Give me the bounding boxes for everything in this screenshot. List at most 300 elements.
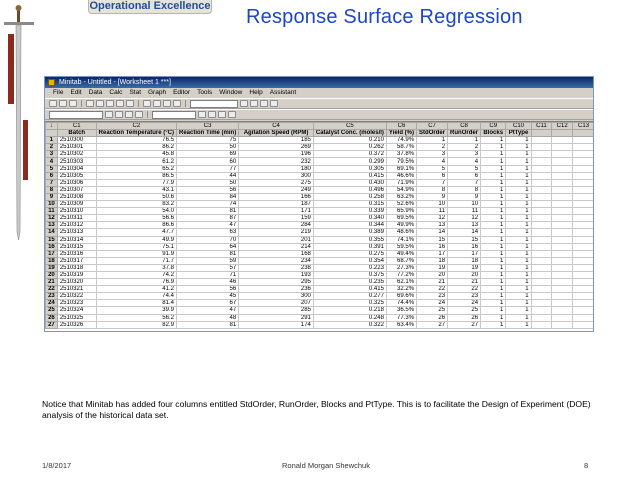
table-cell[interactable]: [531, 257, 552, 264]
table-cell[interactable]: 1: [481, 222, 506, 229]
table-cell[interactable]: 59: [176, 257, 238, 264]
table-cell[interactable]: 69.5%: [386, 215, 416, 222]
table-cell[interactable]: 63.2%: [386, 193, 416, 200]
table-cell[interactable]: 75.1: [96, 243, 176, 250]
table-cell[interactable]: 234: [239, 257, 314, 264]
table-cell[interactable]: 71: [176, 271, 238, 278]
table-cell[interactable]: 214: [239, 243, 314, 250]
table-cell[interactable]: 1: [481, 236, 506, 243]
table-cell[interactable]: 17: [448, 250, 481, 257]
table-cell[interactable]: 12: [417, 215, 448, 222]
table-cell[interactable]: 2510315: [57, 243, 96, 250]
table-cell[interactable]: 196: [239, 151, 314, 158]
table-cell[interactable]: 71.7: [96, 257, 176, 264]
table-cell[interactable]: 63.4%: [386, 321, 416, 328]
table-cell[interactable]: 13: [417, 222, 448, 229]
table-cell[interactable]: 69: [176, 151, 238, 158]
table-cell[interactable]: 74.9%: [386, 137, 416, 144]
table-cell[interactable]: 74: [176, 201, 238, 208]
table-cell[interactable]: 1: [506, 193, 531, 200]
table-cell[interactable]: 2510311: [57, 215, 96, 222]
table-cell[interactable]: 46: [176, 279, 238, 286]
table-cell[interactable]: 49.9%: [386, 222, 416, 229]
table-cell[interactable]: 1: [481, 293, 506, 300]
column-id-header[interactable]: C1: [57, 123, 96, 130]
row-number[interactable]: 8: [46, 186, 58, 193]
table-cell[interactable]: 1: [506, 201, 531, 208]
table-cell[interactable]: 1: [481, 307, 506, 314]
table-cell[interactable]: 63: [176, 229, 238, 236]
column-id-header[interactable]: C10: [506, 123, 531, 130]
menu-editor[interactable]: Editor: [173, 89, 191, 96]
table-cell[interactable]: 2510326: [57, 321, 96, 328]
table-cell[interactable]: [552, 293, 573, 300]
table-icon[interactable]: [250, 100, 258, 107]
row-number[interactable]: 27: [46, 321, 58, 328]
table-cell[interactable]: 2510316: [57, 250, 96, 257]
table-cell[interactable]: 32.2%: [386, 286, 416, 293]
arrow-icon[interactable]: [105, 111, 113, 118]
table-cell[interactable]: 2510324: [57, 307, 96, 314]
copy-icon[interactable]: [96, 100, 104, 107]
table-cell[interactable]: [573, 307, 594, 314]
table-cell[interactable]: [531, 158, 552, 165]
table-cell[interactable]: [552, 201, 573, 208]
table-cell[interactable]: 47: [176, 307, 238, 314]
table-cell[interactable]: 1: [481, 186, 506, 193]
table-cell[interactable]: [552, 229, 573, 236]
table-cell[interactable]: [573, 137, 594, 144]
table-cell[interactable]: [573, 186, 594, 193]
text-icon[interactable]: [198, 111, 206, 118]
table-cell[interactable]: [552, 144, 573, 151]
row-number[interactable]: 6: [46, 172, 58, 179]
table-cell[interactable]: 59.5%: [386, 243, 416, 250]
table-cell[interactable]: 41.2: [96, 286, 176, 293]
table-cell[interactable]: [552, 151, 573, 158]
table-cell[interactable]: 1: [481, 201, 506, 208]
table-cell[interactable]: 15: [417, 236, 448, 243]
table-cell[interactable]: 1: [481, 286, 506, 293]
table-cell[interactable]: 57: [176, 264, 238, 271]
table-cell[interactable]: 75: [176, 137, 238, 144]
table-cell[interactable]: [531, 243, 552, 250]
table-cell[interactable]: [552, 257, 573, 264]
table-cell[interactable]: 81.4: [96, 300, 176, 307]
eraser-icon[interactable]: [270, 100, 278, 107]
table-cell[interactable]: 69.6%: [386, 293, 416, 300]
table-cell[interactable]: 0.391: [313, 243, 386, 250]
table-cell[interactable]: [531, 300, 552, 307]
column-name-header[interactable]: [552, 130, 573, 137]
table-cell[interactable]: 0.415: [313, 172, 386, 179]
table-cell[interactable]: 19: [417, 264, 448, 271]
table-cell[interactable]: [531, 271, 552, 278]
table-cell[interactable]: [573, 257, 594, 264]
table-cell[interactable]: [573, 201, 594, 208]
row-number[interactable]: 14: [46, 229, 58, 236]
table-cell[interactable]: 1: [506, 186, 531, 193]
menu-stat[interactable]: Stat: [129, 89, 141, 96]
table-cell[interactable]: 5: [417, 165, 448, 172]
table-cell[interactable]: 18: [417, 257, 448, 264]
table-cell[interactable]: 79.5%: [386, 158, 416, 165]
table-cell[interactable]: 0.430: [313, 179, 386, 186]
table-cell[interactable]: 37.8: [96, 264, 176, 271]
help-icon[interactable]: [153, 100, 161, 107]
table-cell[interactable]: 1: [506, 314, 531, 321]
table-cell[interactable]: 0.299: [313, 158, 386, 165]
table-cell[interactable]: 1: [506, 257, 531, 264]
column-name-header[interactable]: Catalyst Conc. (moles/l): [313, 130, 386, 137]
column-id-header[interactable]: C6: [386, 123, 416, 130]
menu-window[interactable]: Window: [219, 89, 243, 96]
table-cell[interactable]: [531, 137, 552, 144]
table-cell[interactable]: 17: [417, 250, 448, 257]
table-cell[interactable]: 0.344: [313, 222, 386, 229]
table-cell[interactable]: 0.235: [313, 279, 386, 286]
table-cell[interactable]: [552, 314, 573, 321]
table-cell[interactable]: [531, 279, 552, 286]
table-cell[interactable]: 0.355: [313, 236, 386, 243]
table-cell[interactable]: 9: [417, 193, 448, 200]
table-cell[interactable]: 2510302: [57, 151, 96, 158]
table-cell[interactable]: [573, 208, 594, 215]
table-cell[interactable]: 300: [239, 293, 314, 300]
table-cell[interactable]: 1: [506, 293, 531, 300]
table-cell[interactable]: [552, 236, 573, 243]
table-cell[interactable]: 24: [448, 300, 481, 307]
table-cell[interactable]: 0.275: [313, 250, 386, 257]
menu-help[interactable]: Help: [249, 89, 263, 96]
table-cell[interactable]: [573, 243, 594, 250]
column-name-header[interactable]: StdOrder: [417, 130, 448, 137]
session-icon[interactable]: [173, 100, 181, 107]
table-cell[interactable]: 83.2: [96, 201, 176, 208]
table-cell[interactable]: 77.2%: [386, 271, 416, 278]
table-cell[interactable]: 45.8: [96, 151, 176, 158]
rect-icon[interactable]: [218, 111, 226, 118]
table-cell[interactable]: 10: [448, 201, 481, 208]
table-cell[interactable]: 46.6%: [386, 172, 416, 179]
table-cell[interactable]: 10: [417, 201, 448, 208]
ellipse-icon[interactable]: [228, 111, 236, 118]
table-cell[interactable]: 8: [417, 186, 448, 193]
table-cell[interactable]: 1: [481, 172, 506, 179]
table-cell[interactable]: 3: [448, 151, 481, 158]
table-cell[interactable]: 77.3%: [386, 314, 416, 321]
table-cell[interactable]: 193: [239, 271, 314, 278]
table-cell[interactable]: [531, 208, 552, 215]
table-cell[interactable]: [573, 193, 594, 200]
table-cell[interactable]: 2510321: [57, 286, 96, 293]
table-cell[interactable]: 0.305: [313, 165, 386, 172]
table-cell[interactable]: 23: [417, 293, 448, 300]
menu-calc[interactable]: Calc: [109, 89, 123, 96]
table-cell[interactable]: 52.6%: [386, 201, 416, 208]
table-cell[interactable]: 23: [448, 293, 481, 300]
table-cell[interactable]: 285: [239, 307, 314, 314]
table-cell[interactable]: 1: [481, 229, 506, 236]
table-cell[interactable]: 1: [481, 314, 506, 321]
table-cell[interactable]: [552, 179, 573, 186]
table-cell[interactable]: 1: [481, 193, 506, 200]
table-cell[interactable]: 0.277: [313, 293, 386, 300]
plus-icon[interactable]: [135, 111, 143, 118]
table-cell[interactable]: [573, 300, 594, 307]
table-cell[interactable]: 20: [417, 271, 448, 278]
table-cell[interactable]: 69.1%: [386, 165, 416, 172]
table-cell[interactable]: 50: [176, 179, 238, 186]
table-cell[interactable]: 27.3%: [386, 264, 416, 271]
table-cell[interactable]: 1: [481, 257, 506, 264]
table-cell[interactable]: 39.9: [96, 307, 176, 314]
window-titlebar[interactable]: [45, 77, 593, 88]
table-cell[interactable]: 16: [417, 243, 448, 250]
table-cell[interactable]: [573, 321, 594, 328]
table-cell[interactable]: 300: [239, 172, 314, 179]
table-cell[interactable]: 45: [176, 293, 238, 300]
table-cell[interactable]: 284: [239, 222, 314, 229]
table-cell[interactable]: [552, 307, 573, 314]
table-cell[interactable]: 2510308: [57, 193, 96, 200]
table-cell[interactable]: 5: [448, 165, 481, 172]
table-cell[interactable]: [552, 243, 573, 250]
brush-icon[interactable]: [260, 100, 268, 107]
table-cell[interactable]: 12: [448, 215, 481, 222]
table-cell[interactable]: 27: [448, 321, 481, 328]
table-cell[interactable]: 0.372: [313, 151, 386, 158]
table-cell[interactable]: 2510304: [57, 165, 96, 172]
table-cell[interactable]: 2510305: [57, 172, 96, 179]
table-cell[interactable]: 1: [506, 321, 531, 328]
table-cell[interactable]: 1: [506, 172, 531, 179]
table-cell[interactable]: [531, 314, 552, 321]
column-id-header[interactable]: C2: [96, 123, 176, 130]
column-name-header[interactable]: [573, 130, 594, 137]
table-cell[interactable]: 1: [481, 279, 506, 286]
table-cell[interactable]: [531, 264, 552, 271]
row-number[interactable]: 12: [46, 215, 58, 222]
table-cell[interactable]: 13: [448, 222, 481, 229]
table-cell[interactable]: 22: [448, 286, 481, 293]
table-cell[interactable]: [552, 286, 573, 293]
table-cell[interactable]: [552, 186, 573, 193]
table-cell[interactable]: [573, 286, 594, 293]
table-cell[interactable]: 2: [417, 144, 448, 151]
table-cell[interactable]: 238: [239, 264, 314, 271]
table-cell[interactable]: [531, 229, 552, 236]
table-cell[interactable]: 77: [176, 165, 238, 172]
table-cell[interactable]: 9: [448, 193, 481, 200]
table-cell[interactable]: 1: [506, 158, 531, 165]
column-id-header[interactable]: C12: [552, 123, 573, 130]
table-cell[interactable]: 77.9: [96, 179, 176, 186]
table-cell[interactable]: 1: [506, 300, 531, 307]
table-cell[interactable]: 1: [506, 222, 531, 229]
table-cell[interactable]: [573, 293, 594, 300]
table-cell[interactable]: [531, 236, 552, 243]
column-id-header[interactable]: C4: [239, 123, 314, 130]
table-cell[interactable]: 0.389: [313, 229, 386, 236]
table-cell[interactable]: 49.9: [96, 236, 176, 243]
row-number[interactable]: 21: [46, 279, 58, 286]
table-cell[interactable]: 2: [448, 144, 481, 151]
table-cell[interactable]: 49.4%: [386, 250, 416, 257]
table-cell[interactable]: 62.1%: [386, 279, 416, 286]
table-cell[interactable]: 74.4%: [386, 300, 416, 307]
table-cell[interactable]: 0.375: [313, 271, 386, 278]
table-cell[interactable]: 1: [481, 158, 506, 165]
table-cell[interactable]: [552, 250, 573, 257]
table-cell[interactable]: [531, 321, 552, 328]
table-cell[interactable]: 249: [239, 186, 314, 193]
table-cell[interactable]: 61.2: [96, 158, 176, 165]
table-cell[interactable]: [552, 208, 573, 215]
table-cell[interactable]: 19: [448, 264, 481, 271]
table-cell[interactable]: [552, 321, 573, 328]
table-cell[interactable]: 1: [448, 137, 481, 144]
table-cell[interactable]: 1: [506, 151, 531, 158]
table-cell[interactable]: 11: [448, 208, 481, 215]
undo-icon[interactable]: [116, 100, 124, 107]
table-cell[interactable]: 24: [417, 300, 448, 307]
table-cell[interactable]: [552, 279, 573, 286]
table-cell[interactable]: 43.1: [96, 186, 176, 193]
table-cell[interactable]: 87: [176, 215, 238, 222]
table-cell[interactable]: 25: [417, 307, 448, 314]
table-cell[interactable]: 56.6: [96, 215, 176, 222]
table-cell[interactable]: 2510313: [57, 229, 96, 236]
table-cell[interactable]: 1: [506, 264, 531, 271]
table-cell[interactable]: 14: [448, 229, 481, 236]
table-cell[interactable]: 68.7%: [386, 257, 416, 264]
table-cell[interactable]: 2510309: [57, 201, 96, 208]
table-cell[interactable]: 76.5: [96, 137, 176, 144]
table-cell[interactable]: 187: [239, 201, 314, 208]
table-cell[interactable]: [573, 236, 594, 243]
table-cell[interactable]: 21: [417, 279, 448, 286]
column-id-header[interactable]: C7: [417, 123, 448, 130]
row-number[interactable]: 3: [46, 151, 58, 158]
table-cell[interactable]: 2510300: [57, 137, 96, 144]
table-cell[interactable]: 15: [448, 236, 481, 243]
table-cell[interactable]: 1: [506, 243, 531, 250]
column-name-header[interactable]: Reaction Time (min): [176, 130, 238, 137]
table-cell[interactable]: 50: [176, 144, 238, 151]
table-cell[interactable]: 0.315: [313, 201, 386, 208]
table-cell[interactable]: 2510320: [57, 279, 96, 286]
table-cell[interactable]: 82.9: [96, 321, 176, 328]
table-cell[interactable]: [552, 222, 573, 229]
table-cell[interactable]: 1: [417, 137, 448, 144]
table-cell[interactable]: 2510307: [57, 186, 96, 193]
table-cell[interactable]: 1: [481, 151, 506, 158]
table-cell[interactable]: 1: [506, 229, 531, 236]
line-icon[interactable]: [208, 111, 216, 118]
table-cell[interactable]: 168: [239, 250, 314, 257]
table-cell[interactable]: 26: [448, 314, 481, 321]
table-cell[interactable]: 56: [176, 286, 238, 293]
table-cell[interactable]: 81: [176, 208, 238, 215]
menu-graph[interactable]: Graph: [148, 89, 167, 96]
row-number[interactable]: 26: [46, 314, 58, 321]
toolbar-dropdown[interactable]: [190, 100, 238, 108]
column-name-header[interactable]: Yield (%): [386, 130, 416, 137]
table-cell[interactable]: 1: [506, 286, 531, 293]
column-id-header[interactable]: C9: [481, 123, 506, 130]
table-cell[interactable]: [552, 271, 573, 278]
table-cell[interactable]: 60: [176, 158, 238, 165]
table-cell[interactable]: 74.4: [96, 293, 176, 300]
table-cell[interactable]: 50.6: [96, 193, 176, 200]
table-cell[interactable]: 1: [481, 250, 506, 257]
table-cell[interactable]: 0.248: [313, 314, 386, 321]
menu-file[interactable]: File: [53, 89, 64, 96]
row-number[interactable]: 20: [46, 271, 58, 278]
column-id-header[interactable]: C8: [448, 123, 481, 130]
table-cell[interactable]: 2510301: [57, 144, 96, 151]
table-cell[interactable]: 2510306: [57, 179, 96, 186]
table-cell[interactable]: 2510322: [57, 293, 96, 300]
row-number[interactable]: 25: [46, 307, 58, 314]
table-cell[interactable]: 0.210: [313, 137, 386, 144]
table-cell[interactable]: 207: [239, 300, 314, 307]
table-cell[interactable]: 74.2: [96, 271, 176, 278]
table-cell[interactable]: 58.7%: [386, 144, 416, 151]
table-cell[interactable]: 2510318: [57, 264, 96, 271]
table-cell[interactable]: 1: [506, 144, 531, 151]
table-cell[interactable]: 201: [239, 236, 314, 243]
table-cell[interactable]: 1: [481, 300, 506, 307]
table-cell[interactable]: 22: [417, 286, 448, 293]
table-cell[interactable]: 81: [176, 250, 238, 257]
table-cell[interactable]: 2510325: [57, 314, 96, 321]
table-cell[interactable]: 7: [417, 179, 448, 186]
table-cell[interactable]: 74.1%: [386, 236, 416, 243]
table-cell[interactable]: 44: [176, 172, 238, 179]
table-cell[interactable]: 0.258: [313, 193, 386, 200]
table-cell[interactable]: 1: [481, 208, 506, 215]
table-cell[interactable]: 21: [448, 279, 481, 286]
redo-icon[interactable]: [126, 100, 134, 107]
print-icon[interactable]: [69, 100, 77, 107]
row-number[interactable]: 22: [46, 286, 58, 293]
table-cell[interactable]: [531, 179, 552, 186]
table-cell[interactable]: 1: [481, 144, 506, 151]
table-cell[interactable]: 65.2: [96, 165, 176, 172]
table-cell[interactable]: 1: [481, 215, 506, 222]
table-cell[interactable]: [573, 172, 594, 179]
column-id-header[interactable]: C3: [176, 123, 238, 130]
column-name-header[interactable]: Reaction Temperature (°C): [96, 130, 176, 137]
table-cell[interactable]: 174: [239, 321, 314, 328]
table-cell[interactable]: 67: [176, 300, 238, 307]
table-cell[interactable]: [573, 229, 594, 236]
table-cell[interactable]: 86.5: [96, 172, 176, 179]
table-cell[interactable]: 1: [506, 250, 531, 257]
cut-icon[interactable]: [86, 100, 94, 107]
table-cell[interactable]: [573, 279, 594, 286]
table-cell[interactable]: [552, 193, 573, 200]
table-cell[interactable]: 0.262: [313, 144, 386, 151]
table-cell[interactable]: 36.5%: [386, 307, 416, 314]
row-number[interactable]: 17: [46, 250, 58, 257]
table-cell[interactable]: 295: [239, 279, 314, 286]
table-cell[interactable]: 86.2: [96, 144, 176, 151]
table-cell[interactable]: 232: [239, 158, 314, 165]
table-cell[interactable]: 2510312: [57, 222, 96, 229]
